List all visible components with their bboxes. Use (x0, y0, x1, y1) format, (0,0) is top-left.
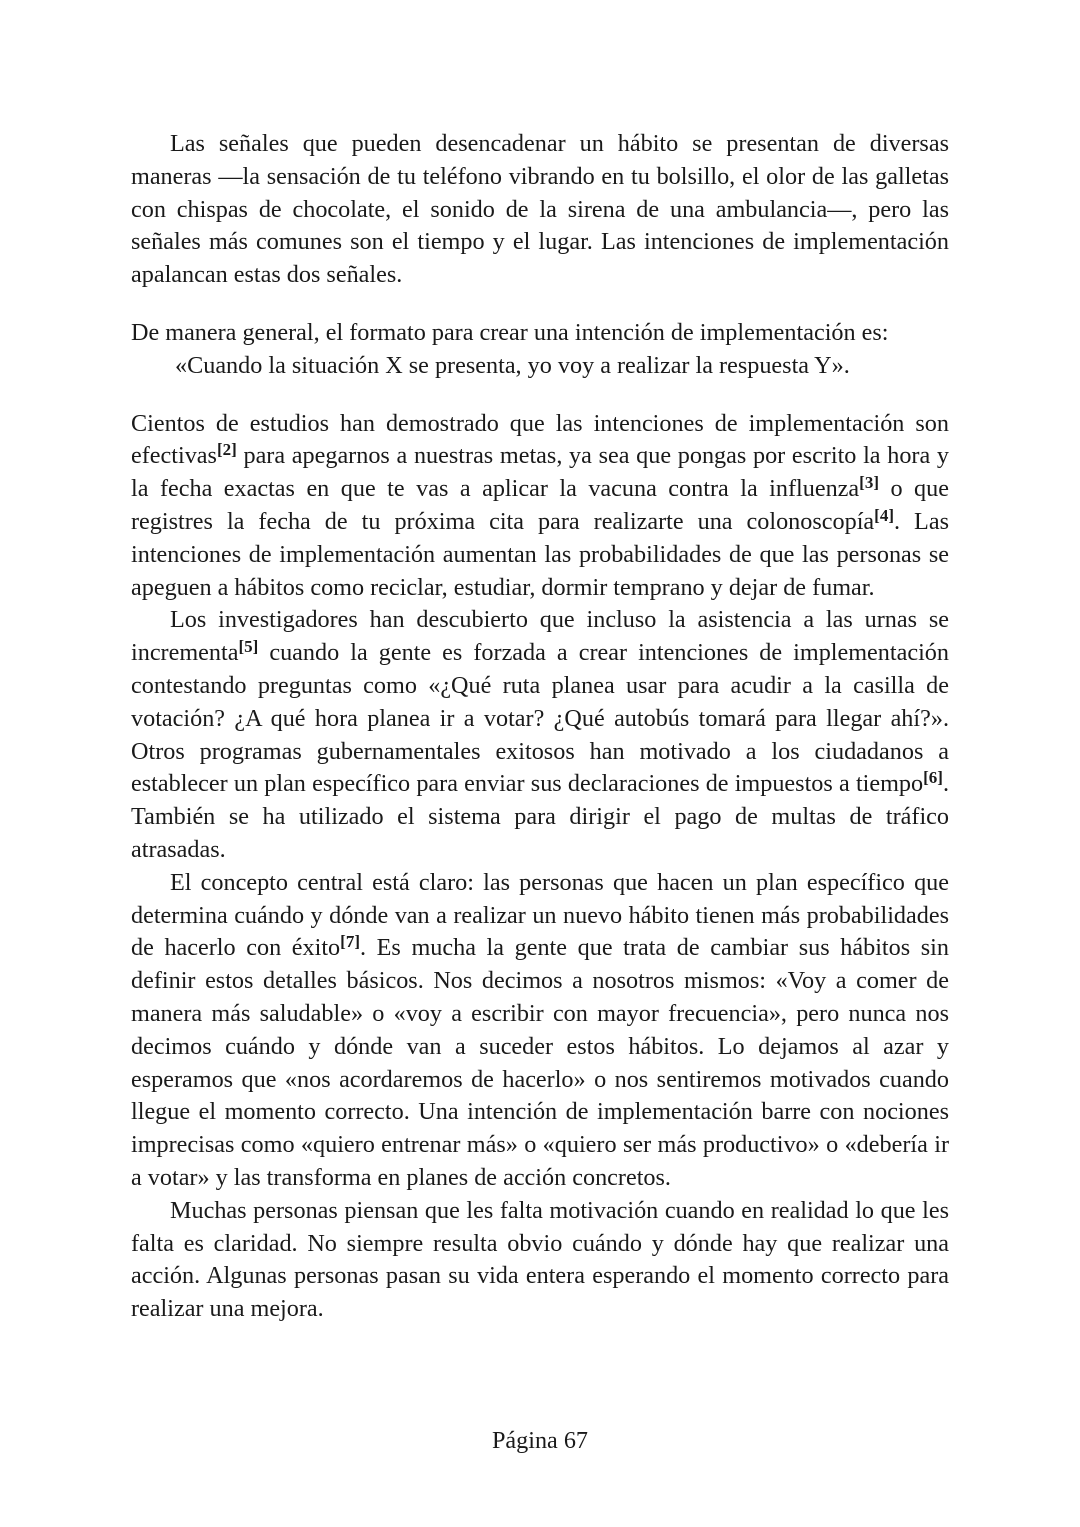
text: . También se ha utilizado el sistema para dirigir el pago de multas de tráfico atrasadas. (131, 770, 949, 863)
footnote-ref[interactable]: [2] (216, 440, 237, 460)
text: Los investigadores han descubierto que incluso la asistencia a las urnas se incrementa (131, 606, 949, 667)
text: Cientos de estudios han demostrado que las intenciones de implementación son efectivas (131, 409, 949, 470)
text: cuando la gente es forzada a crear intenciones de implementación contestando preguntas como «¿Qué ruta planea usar para acudir a la casilla de votación? ¿A qué hora planea ir a votar? ¿Qué autobús tomará para llegar ahí?». Otros programas gubernamentales exitosos han motivado a los ciudadanos a establecer un plan específico para enviar sus declaraciones de impuestos a tiempo (131, 639, 949, 798)
text: o que registres la fecha de tu próxima cita para realizarte una colonoscopía (131, 475, 949, 535)
paragraph: Muchas personas piensan que les falta motivación cuando en realidad lo que les falta es claridad. No siempre resulta obvio cuándo y dónde hay que realizar una acción. Algunas personas pasan su vida entera esperando el momento correcto para realizar una mejora. (131, 1196, 949, 1323)
paragraph (131, 604, 949, 866)
quote: «Cuando la situación X se presenta, yo voy a realizar la respuesta Y». (175, 351, 850, 379)
footnote-ref[interactable]: [4] (874, 505, 894, 525)
footnote-ref[interactable]: [5] (238, 637, 259, 657)
footnote-ref[interactable]: [7] (340, 932, 360, 952)
text: . Las intenciones de implementación aumentan las probabilidades de que las personas se apeguen a hábitos como reciclar, estudiar, dormir temprano y dejar de fumar. (131, 507, 949, 601)
page-body (131, 128, 949, 1326)
footnote-ref[interactable]: [6] (923, 768, 943, 788)
footnote-ref[interactable]: [3] (859, 473, 879, 493)
page-number: Página 67 (491, 1427, 589, 1454)
paragraph (131, 867, 949, 1195)
paragraph: Las señales que pueden desencadenar un hábito se presentan de diversas maneras —la sensación de tu teléfono vibrando en tu bolsillo, el olor de las galletas con chispas de chocolate, el sonido de la sirena de una ambulancia—, pero las señales más comunes son el tiempo y el lugar. Las intenciones de implementación apalancan estas dos señales. (131, 130, 949, 289)
paragraph (131, 408, 949, 605)
paragraph: De manera general, el formato para crear una intención de implementación es: (131, 318, 889, 346)
text: para apegarnos a nuestras metas, ya sea que pongas por escrito la hora y la fecha exactas en que te vas a aplicar la vacuna contra la influenza (131, 442, 949, 503)
text: El concepto central está claro: las personas que hacen un plan específico que determina cuándo y dónde van a realizar un nuevo hábito tienen más probabilidades de hacerlo con éxito (131, 868, 949, 962)
text: . Es mucha la gente que trata de cambiar sus hábitos sin definir estos detalles básicos. Nos decimos a nosotros mismos: «Voy a comer de manera más saludable» o «voy a escribir con mayor frecuencia», pero nunca nos decimos cuándo y dónde van a suceder estos hábitos. Lo dejamos al azar y esperamos que «nos acordaremos de hacerlo» o nos sentiremos motivados cuando llegue el momento correcto. Una intención de implementación barre con nociones imprecisas como «quiero entrenar más» o «quiero ser más productivo» o «debería ir a votar» y las transforma en planes de acción concretos. (131, 934, 949, 1191)
